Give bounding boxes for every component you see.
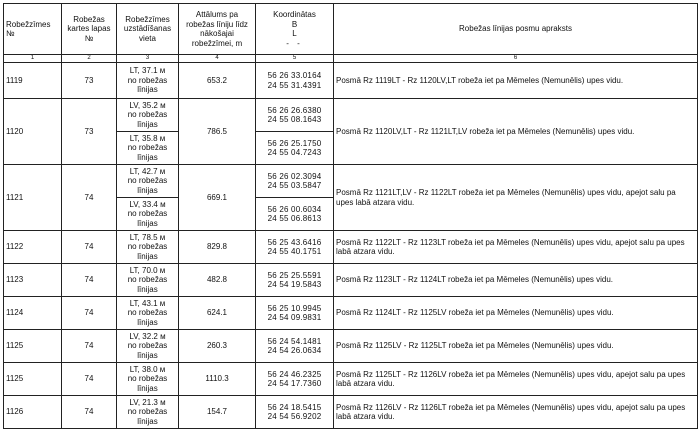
placement-line: līnijas — [137, 416, 158, 426]
coord-b: 56 24 46.2325 — [267, 369, 322, 379]
header-map-sheet: Robežas kartes lapas № — [62, 4, 117, 55]
map-sheet: 73 — [62, 63, 117, 99]
map-sheet: 74 — [62, 330, 117, 363]
placement-line: LT, 43.1 м — [129, 298, 166, 308]
coord-l: 24 54 17.7360 — [267, 379, 322, 388]
mark-number: 1121 — [4, 165, 62, 231]
placement — [117, 99, 179, 132]
placement-line: no robežas — [127, 75, 168, 85]
header-coord-dots: - - — [286, 38, 303, 48]
placement — [117, 330, 179, 363]
mark-number: 1123 — [4, 264, 62, 297]
table-row — [4, 231, 698, 264]
placement — [117, 363, 179, 396]
mark-number: 1124 — [4, 297, 62, 330]
coordinates — [256, 132, 334, 165]
placement — [117, 132, 179, 165]
coordinates — [256, 99, 334, 132]
map-sheet: 74 — [62, 264, 117, 297]
placement-line: no robežas — [127, 242, 168, 252]
coord-l: 24 54 26.0634 — [267, 346, 322, 355]
coordinates — [256, 396, 334, 429]
coord-l: 24 55 40.1751 — [267, 247, 322, 256]
coord-b: 56 25 25.5591 — [267, 270, 322, 280]
boundary-marks-table — [3, 3, 698, 429]
coordinates — [256, 264, 334, 297]
table-row — [4, 63, 698, 99]
mark-number: 1122 — [4, 231, 62, 264]
coordinates — [256, 363, 334, 396]
coord-b: 56 25 43.6416 — [267, 237, 322, 247]
placement — [117, 264, 179, 297]
description: Posmā Rz 1121LT,LV - Rz 1122LT robeža iet pa Mēmeles (Nemunēlis) upes vidu, apejot salu pa upes labā atzara vidu. — [334, 165, 698, 231]
placement-line: no robežas — [127, 143, 168, 153]
distance: 482.8 — [179, 264, 256, 297]
description: Posmā Rz 1125LV - Rz 1125LT robeža iet pa Mēmeles (Nemunēlis) upes vidu. — [334, 330, 698, 363]
table-row — [4, 363, 698, 396]
placement-line: no robežas — [127, 374, 168, 384]
placement-line: līnijas — [137, 251, 158, 261]
placement-line: LT, 38.0 м — [129, 364, 166, 374]
header-coord-b: B — [291, 19, 298, 29]
map-sheet: 74 — [62, 165, 117, 231]
coord-l: 24 54 56.9202 — [267, 412, 322, 421]
description: Posmā Rz 1125LT - Rz 1126LV robeža iet pa Mēmeles (Nemunēlis) upes vidu, apejot salu pa upes labā atzara vidu. — [334, 363, 698, 396]
header-coordinates-label: Koordinātas — [273, 10, 316, 19]
col-number: 2 — [62, 55, 117, 63]
placement-line: no robežas — [127, 209, 168, 219]
placement-line: LT, 35.8 м — [129, 133, 166, 143]
placement-line: LV, 35.2 м — [129, 100, 166, 110]
coordinates — [256, 198, 334, 231]
coord-l: 24 55 04.7243 — [267, 148, 322, 157]
mark-number: 1125 — [4, 363, 62, 396]
table-header — [4, 4, 698, 63]
placement-line: no robežas — [127, 308, 168, 318]
map-sheet: 74 — [62, 297, 117, 330]
table-row — [4, 297, 698, 330]
placement-line: no robežas — [127, 176, 168, 186]
coordinates — [256, 297, 334, 330]
distance: 829.8 — [179, 231, 256, 264]
description: Posmā Rz 1124LT - Rz 1125LV robeža iet pa Mēmeles (Nemunēlis) upes vidu. — [334, 297, 698, 330]
description: Posmā Rz 1122LT - Rz 1123LT robeža iet pa Mēmeles (Nemunēlis) upes vidu, apejot salu pa upes labā atzara vidu. — [334, 231, 698, 264]
map-sheet: 74 — [62, 231, 117, 264]
map-sheet: 74 — [62, 363, 117, 396]
placement-line: no robežas — [127, 110, 168, 120]
placement-line: no robežas — [127, 407, 168, 417]
placement-line: līnijas — [137, 317, 158, 327]
distance: 154.7 — [179, 396, 256, 429]
placement-line: līnijas — [137, 185, 158, 195]
column-number-row — [4, 55, 698, 63]
col-number: 3 — [117, 55, 179, 63]
distance: 669.1 — [179, 165, 256, 231]
placement-line: līnijas — [137, 350, 158, 360]
table-row — [4, 264, 698, 297]
header-description: Robežas līnijas posmu apraksts — [334, 4, 698, 55]
placement-line: LV, 33.4 м — [129, 199, 166, 209]
distance: 260.3 — [179, 330, 256, 363]
coord-b: 56 26 25.1750 — [267, 138, 322, 148]
coord-b: 56 26 33.0164 — [267, 71, 322, 80]
placement-line: līnijas — [137, 284, 158, 294]
placement-line: no robežas — [127, 275, 168, 285]
description: Posmā Rz 1123LT - Rz 1124LT robeža iet pa Mēmeles (Nemunēlis) upes vidu. — [334, 264, 698, 297]
col-number: 1 — [4, 55, 62, 63]
coordinates — [256, 231, 334, 264]
coord-b: 56 26 02.3094 — [267, 171, 322, 181]
coord-l: 24 54 09.9831 — [267, 313, 322, 322]
placement-line: līnijas — [137, 218, 158, 228]
placement-line: LT, 70.0 м — [129, 265, 166, 275]
description: Posmā Rz 1126LV - Rz 1126LT robeža iet pa Mēmeles (Nemunēlis) upes vidu, apejot salu pa upes labā atzara vidu. — [334, 396, 698, 429]
placement-line: LT, 37.1 м — [129, 66, 166, 76]
table-body — [4, 63, 698, 429]
distance: 786.5 — [179, 99, 256, 165]
mark-number: 1119 — [4, 63, 62, 99]
placement-line: līnijas — [137, 85, 158, 95]
placement — [117, 63, 179, 99]
coordinates — [256, 330, 334, 363]
mark-number: 1125 — [4, 330, 62, 363]
coord-b: 56 24 18.5415 — [267, 402, 322, 412]
header-distance: Attālums pa robežas līniju līdz nākošajai robežzīmei, m — [179, 4, 256, 55]
coord-l: 24 55 06.8613 — [267, 214, 322, 223]
header-placement: Robežzīmes uzstādīšanas vieta — [117, 4, 179, 55]
placement-line: līnijas — [137, 119, 158, 129]
header-mark-number: Robežzīmes № — [4, 4, 62, 55]
description: Posmā Rz 1119LT - Rz 1120LV,LT robeža iet pa Mēmeles (Nemunēlis) upes vidu. — [334, 63, 698, 99]
table-row — [4, 165, 698, 198]
coord-l: 24 55 31.4391 — [267, 80, 322, 90]
placement-line: LV, 32.2 м — [129, 331, 166, 341]
placement — [117, 165, 179, 198]
placement — [117, 198, 179, 231]
map-sheet: 74 — [62, 396, 117, 429]
placement — [117, 231, 179, 264]
placement — [117, 297, 179, 330]
mark-number: 1120 — [4, 99, 62, 165]
header-coordinates — [256, 4, 334, 55]
coordinates — [256, 63, 334, 99]
coord-l: 24 55 03.5847 — [267, 181, 322, 190]
distance: 624.1 — [179, 297, 256, 330]
distance: 653.2 — [179, 63, 256, 99]
mark-number: 1126 — [4, 396, 62, 429]
placement-line: LT, 42.7 м — [129, 166, 166, 176]
placement-line: līnijas — [137, 383, 158, 393]
coord-b: 56 26 00.6034 — [267, 204, 322, 214]
coord-b: 56 24 54.1481 — [267, 336, 322, 346]
placement-line: LT, 78.5 м — [129, 232, 166, 242]
table-row — [4, 330, 698, 363]
coord-b: 56 25 10.9945 — [267, 303, 322, 313]
coordinates — [256, 165, 334, 198]
coord-l: 24 54 19.5843 — [267, 280, 322, 289]
col-number: 4 — [179, 55, 256, 63]
description: Posmā Rz 1120LV,LT - Rz 1121LT,LV robeža iet pa Mēmeles (Nemunēlis) upes vidu. — [334, 99, 698, 165]
coord-l: 24 55 08.1643 — [267, 115, 322, 124]
coord-b: 56 26 26.6380 — [267, 105, 322, 115]
placement-line: no robežas — [127, 341, 168, 351]
col-number: 5 — [256, 55, 334, 63]
col-number: 6 — [334, 55, 698, 63]
header-coord-l: L — [292, 29, 297, 38]
placement-line: līnijas — [137, 152, 158, 162]
placement — [117, 396, 179, 429]
table-row — [4, 396, 698, 429]
table-row — [4, 99, 698, 132]
map-sheet: 73 — [62, 99, 117, 165]
distance: 1110.3 — [179, 363, 256, 396]
placement-line: LV, 21.3 м — [129, 397, 166, 407]
